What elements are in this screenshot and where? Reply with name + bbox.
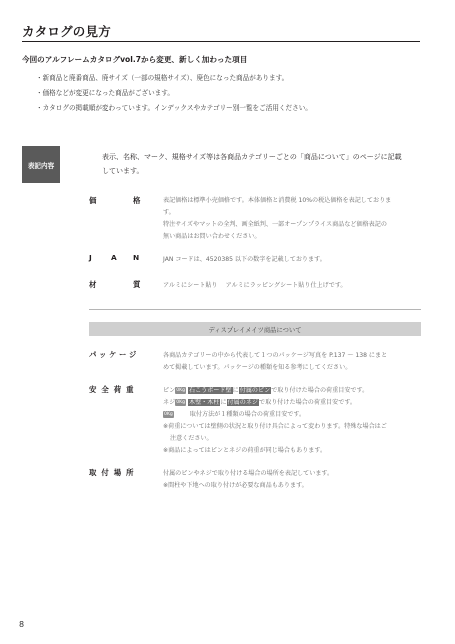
package-text: めて掲載しています。パッケージの種類を知る参考にしてください。 [163,364,352,371]
bullet-item: ・価格などが変更になった商品がございます。 [36,89,174,97]
title-underline [22,41,420,42]
load-row-pin: ピン0Kg 石こうボード壁に付属のピンで取り付けた場合の荷重目安です。 [163,387,369,394]
price-label: 価 格 [89,196,141,205]
price-text: 無い商品はお問い合わせください。 [163,233,261,240]
load-note: ※商品によってはピンとネジの荷重が同じ場合もあります。 [163,447,327,454]
safe-load-label: 安全荷重 [89,385,139,394]
page-number: 8 [19,620,25,629]
material-text: アルミにシート貼り アルミにラッピングシート貼り仕上げです。 [163,282,347,289]
display-mates-bar: ディスプレイメイツ商品について [89,322,421,336]
bullet-item: ・新商品と廃番商品、廃サイズ（一部の規格サイズ）、廃色になった商品があります。 [36,74,289,82]
price-text: 表記価格は標準小売価格です。本体価格と消費税 10%の税込価格を表記しておりま [163,197,392,204]
section-divider [89,309,421,310]
page-title: カタログの見方 [22,24,111,39]
jan-label: J A N [89,253,140,262]
weight-mark: 0Kg [176,399,186,405]
mount-location-text: 付属のピンやネジで取り付ける場合の場所を表記しています。 [163,470,334,477]
package-text: 各商品カテゴリーの中から代表して１つのパッケージ写真を P.137 ～ 138 にまと [163,352,388,359]
notation-intro-line: 表示、名称、マーク、規格サイズ等は各商品カテゴリーごとの「商品について」のページに記載 [102,153,402,161]
notation-intro-line: しています。 [102,167,144,175]
price-text: 特注サイズやマットの全判、画全紙判、一部オープンプライス商品など価格表記の [163,221,387,228]
price-text: す。 [163,209,175,216]
weight-mark: 0Kg [164,411,173,417]
notation-badge: 表記内容 [22,146,60,183]
bullet-item: ・カタログの掲載順が変わっています。インデックスやカテゴリー別一覧をご活用ください。 [36,104,312,112]
jan-text: JAN コードは、4520385 以下の数字を記載しております。 [163,256,326,263]
mount-location-text: ※間柱や下地への取り付けが必要な商品もあります。 [163,482,308,489]
changes-heading: 今回のアルフレームカタログvol.7から変更、新しく加わった項目 [22,55,248,64]
weight-mark: 0Kg [176,387,186,393]
load-row-single: 0Kg 取付方法が１種類の場合の荷重目安です。 [164,411,306,418]
material-label: 材 質 [89,280,141,289]
package-label: パッケージ [89,350,139,359]
mount-location-label: 取付場所 [89,468,139,477]
load-row-screw: ネジ0Kg 木壁・木柱に付属のネジで取り付けた場合の荷重目安です。 [163,399,357,406]
load-note: ※荷重については壁側の状況と取り付け具合によって変わります。特殊な場合はご [163,423,387,430]
load-note: 注意ください。 [170,435,213,442]
